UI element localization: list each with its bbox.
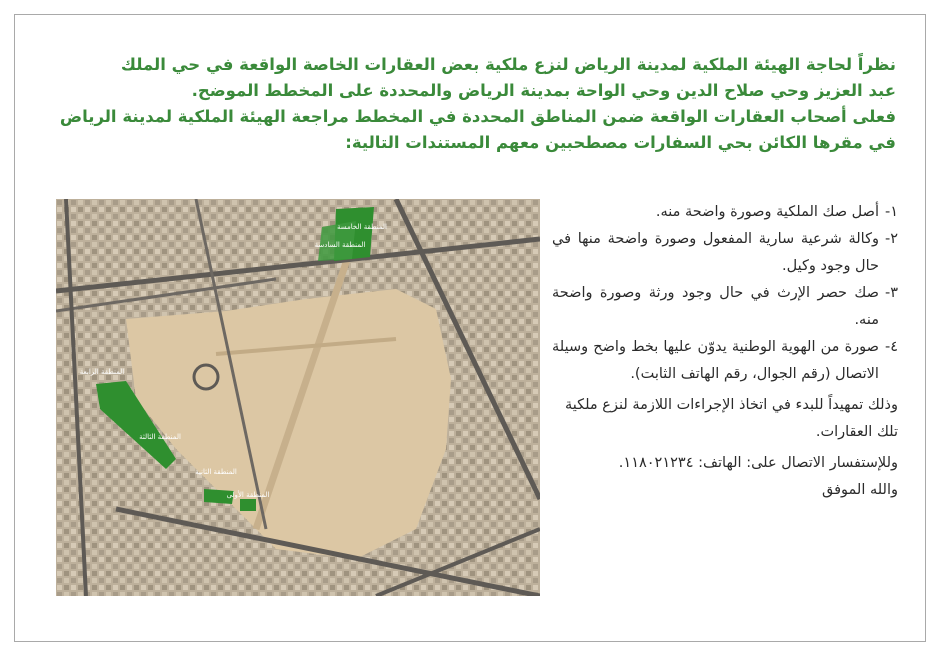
zone-label-6: المنطقة السادسة [314, 241, 366, 249]
item-number: ٣- [884, 285, 898, 301]
list-item [552, 334, 898, 388]
list-item [552, 199, 898, 226]
closing-text: وذلك تمهيداً للبدء في اتخاذ الإجراءات اللازمة لنزع ملكية تلك العقارات. [564, 397, 898, 440]
intro-line: نظراً لحاجة الهيئة الملكية لمدينة الرياض لنزع ملكية بعض العقارات الخاصة الواقعة في حي الملك [120, 55, 896, 74]
item-number: ١- [884, 204, 898, 220]
zone-label-5: المنطقة الخامسة [337, 223, 387, 231]
aerial-map [56, 199, 540, 596]
zone-label-3: المنطقة الثالثة [139, 433, 181, 441]
required-documents [552, 199, 898, 504]
zone-label-1: المنطقة الأولى [226, 491, 270, 499]
zone-label-4: المنطقة الرابعة [79, 368, 125, 376]
item-text: صك حصر الإرث في حال وجود ورثة وصورة واضحة منه. [552, 285, 879, 328]
intro-line: عبد العزيز وحي صلاح الدين وحي الواحة بمدينة الرياض والمحددة على المخطط الموضح. [191, 81, 896, 100]
intro-text [40, 52, 896, 156]
item-text: أصل صك الملكية وصورة واضحة منه. [655, 204, 879, 220]
list-item [552, 226, 898, 280]
contact-text: وللإستفسار الاتصال على: الهاتف: ١١٨٠٢١٢٣٤. [618, 455, 898, 471]
intro-line: في مقرها الكائن بحي السفارات مصطحبين معهم المستندات التالية: [345, 133, 896, 152]
item-text: صورة من الهوية الوطنية يدوّن عليها بخط واضح وسيلة الاتصال (رقم الجوال، رقم الهاتف الثابت). [552, 339, 879, 382]
zone-label-2: المنطقة الثانية [195, 468, 237, 476]
item-number: ٤- [884, 339, 898, 355]
intro-line: فعلى أصحاب العقارات الواقعة ضمن المناطق المحددة في المخطط مراجعة الهيئة الملكية لمدينة الرياض [59, 107, 896, 126]
list-item [552, 280, 898, 334]
signoff-text: والله الموفق [822, 482, 898, 498]
item-number: ٢- [884, 231, 898, 247]
map-graphic [56, 199, 540, 596]
item-text: وكالة شرعية سارية المفعول وصورة واضحة منها في حال وجود وكيل. [552, 231, 879, 274]
